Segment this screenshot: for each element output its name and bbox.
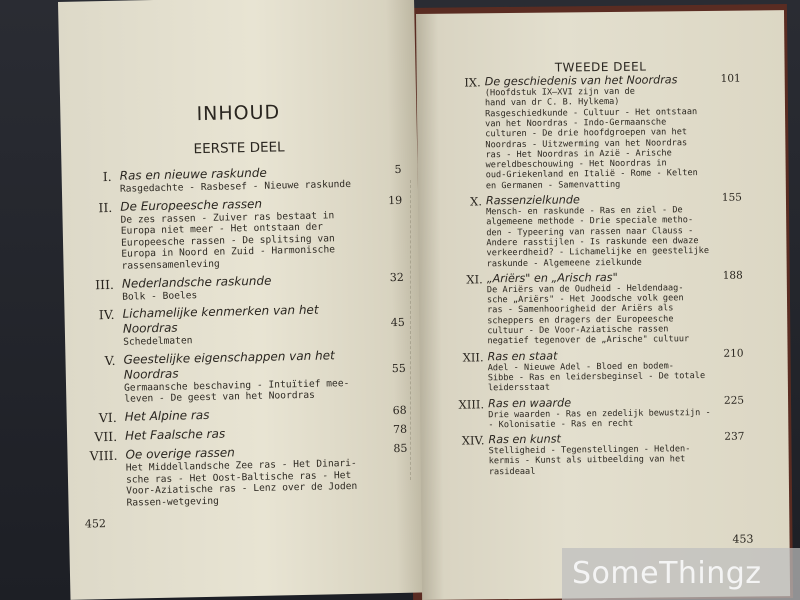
chapter-summary-line: Germaansche beschaving - Intuïtief mee- [123,377,350,394]
chapter-summary-line: Adel - Nieuwe Adel - Bloed en bodem- [487,360,675,373]
chapter-summary-line: cultuur - De Voor-Aziatische rassen [487,324,669,337]
chapter-number: VIII. [89,447,118,464]
section-heading: TWEEDE DEEL [554,59,647,75]
page-ref: 68 [392,403,407,418]
chapter-title: Nederlandsche raskunde [121,273,272,291]
chapter-title: Lichamelijke kenmerken van het [122,302,319,321]
chapter-title: Ras en waarde [488,395,572,410]
chapter-number: II. [98,199,113,215]
page-ref: 155 [721,191,743,204]
binding-thread [410,180,417,480]
page-ref: 101 [720,72,741,85]
chapter-summary-line: Rassen-wetgeving [126,495,220,509]
page-ref: 210 [723,347,744,360]
chapter-summary-line: negatief tegenover de „Arische" cultuur [487,334,690,347]
watermark-text: SomeThingz [572,556,762,591]
chapter-number: III. [94,276,115,292]
chapter-summary-line: Rasgeschiedkunde - Cultuur - Het ontstaan [484,106,698,119]
chapter-title: Ras en kunst [488,432,561,447]
chapter-summary-line: den - Typeering van rassen naar Clauss - [486,225,694,238]
chapter-summary-line: kermis - Kunst als uitbeelding van het [488,454,686,467]
right-page [416,10,790,600]
page-ref: 19 [388,193,403,207]
chapter-title: Noordras [123,366,179,382]
chapter-title: Het Faalsche ras [124,426,226,443]
chapter-summary-line: Rasgedachte - Rasbesef - Nieuwe raskunde [119,178,352,195]
chapter-title: Noordras [122,320,178,336]
chapter-summary-line: verkeerdheid? - Lichamelijke en geestelijke [486,246,710,259]
chapter-number: IX. [464,75,481,90]
chapter-summary-line: leven - De geest van het Noordras [124,390,316,406]
chapter-number: XI. [466,272,483,287]
chapter-summary-line: van het Noordras - Indo-Germaansche [485,117,667,130]
chapter-summary-line: raskunde - Algemeene zielkunde [486,257,642,269]
chapter-summary-line: Sibbe - Ras en leidersbeginsel - De totale [487,370,706,384]
page-ref: 225 [723,394,745,407]
page-heading: INHOUD [196,101,281,126]
chapter-title: Ras en nieuwe raskunde [119,165,267,183]
chapter-summary-line: Europeesche rassen - De splitsing van [120,233,335,249]
chapter-summary-line: Andere rasstijlen - Is raskunde een dwaze [486,235,699,249]
chapter-summary-line: (Hoofdstuk IX—XVI zijn van de [484,86,635,99]
page-ref: 45 [390,315,405,330]
chapter-summary-line: oud-Griekenland en Italië - Rome - Kelten [485,168,698,181]
chapter-number: I. [102,168,112,185]
chapter-number: IV. [98,307,115,323]
chapter-summary-line: algemeene methode - Drie speciale metho- [486,215,694,228]
left-page [58,0,426,600]
chapter-summary-line: Schedelmaten [123,335,193,348]
section-heading: EERSTE DEEL [193,139,285,158]
chapter-summary-line: De zes rassen - Zuiver ras bestaat in [120,209,335,226]
chapter-summary-line: Stelligheid - Tegenstellingen - Helden- [488,444,691,457]
chapter-title: Ras en staat [487,349,558,363]
chapter-number: XIV. [461,433,485,448]
page-ref: 5 [394,162,402,176]
chapter-number: XIII. [458,396,485,412]
chapter-title: Het Alpine ras [124,407,210,424]
chapter-summary-line: leidersstaat [487,382,551,394]
chapter-summary-line: rasideaal [488,466,536,477]
page-ref: 55 [391,361,406,375]
chapter-summary-line: Noordras - Uitzwerming van het Noordras [485,137,688,150]
chapter-title: Oe overige rassen [125,445,235,462]
chapter-summary-line: Voor-Aziatische ras - Lenz over de Joden [126,481,358,497]
chapter-number: VII. [94,428,118,445]
chapter-summary-line: wereldbeschouwing - Het Noordras in [485,158,667,171]
page-number: 453 [732,532,754,546]
chapter-summary-line: scheppers en dragers der Europeesche [487,314,674,326]
chapter-title: Geestelijke eigenschappen van het [123,348,335,367]
watermark [562,548,800,600]
chapter-number: V. [104,352,116,368]
chapter-summary-line: hand van dr C. B. Hylkema) [484,97,620,109]
chapter-summary-line: en Germanen - Samenvatting [485,179,621,191]
page-number: 452 [84,517,107,531]
chapter-summary-line: Mensch- en raskunde - Ras en ziel - De [486,205,683,218]
chapter-summary-line: De Ariërs van de Oudheid - Heldendaag- [486,283,684,296]
page-ref: 188 [722,269,743,282]
chapter-title: De Europeesche rassen [120,196,263,214]
page-ref: 78 [392,422,408,437]
chapter-title: Rassenzielkunde [485,193,580,208]
chapter-summary-line: ras - Het Noordras in Azië - Arische [485,148,672,161]
page-ref: 85 [393,441,408,456]
chapter-summary-line: sche ras - Het Oost-Baltische ras - Het [125,469,352,486]
page-ref: 237 [724,430,745,443]
chapter-number: X. [470,194,483,209]
chapter-summary-line: - Kolonisatie - Ras en recht [488,418,634,431]
chapter-summary-line: Europa niet meer - Het ontstaan der [120,221,324,237]
chapter-number: VI. [98,409,117,426]
chapter-summary-line: culturen - De drie hoofdgroepen van het [485,127,688,140]
chapter-title: De geschiedenis van het Noordras [484,73,678,89]
chapter-summary-line: sche „Ariërs" - Het Joodsche volk geen [486,293,684,306]
chapter-summary-line: Europa in Noord en Zuid - Harmonische [121,244,336,261]
chapter-summary-line: rassensamenleving [121,258,220,272]
chapter-summary-line: Het Middellandsche Zee ras - Het Dinari- [125,457,357,474]
chapter-number: XII. [462,349,484,365]
page-ref: 32 [389,270,404,284]
chapter-summary-line: Drie waarden - Ras en zedelijk bewustzijn - [488,407,711,420]
chapter-summary-line: Bolk - Boeles [122,289,198,303]
chapter-title: „Ariërs" en „Arisch ras" [486,270,618,286]
chapter-summary-line: ras - Samenhoorigheid der Ariërs als [487,303,674,316]
